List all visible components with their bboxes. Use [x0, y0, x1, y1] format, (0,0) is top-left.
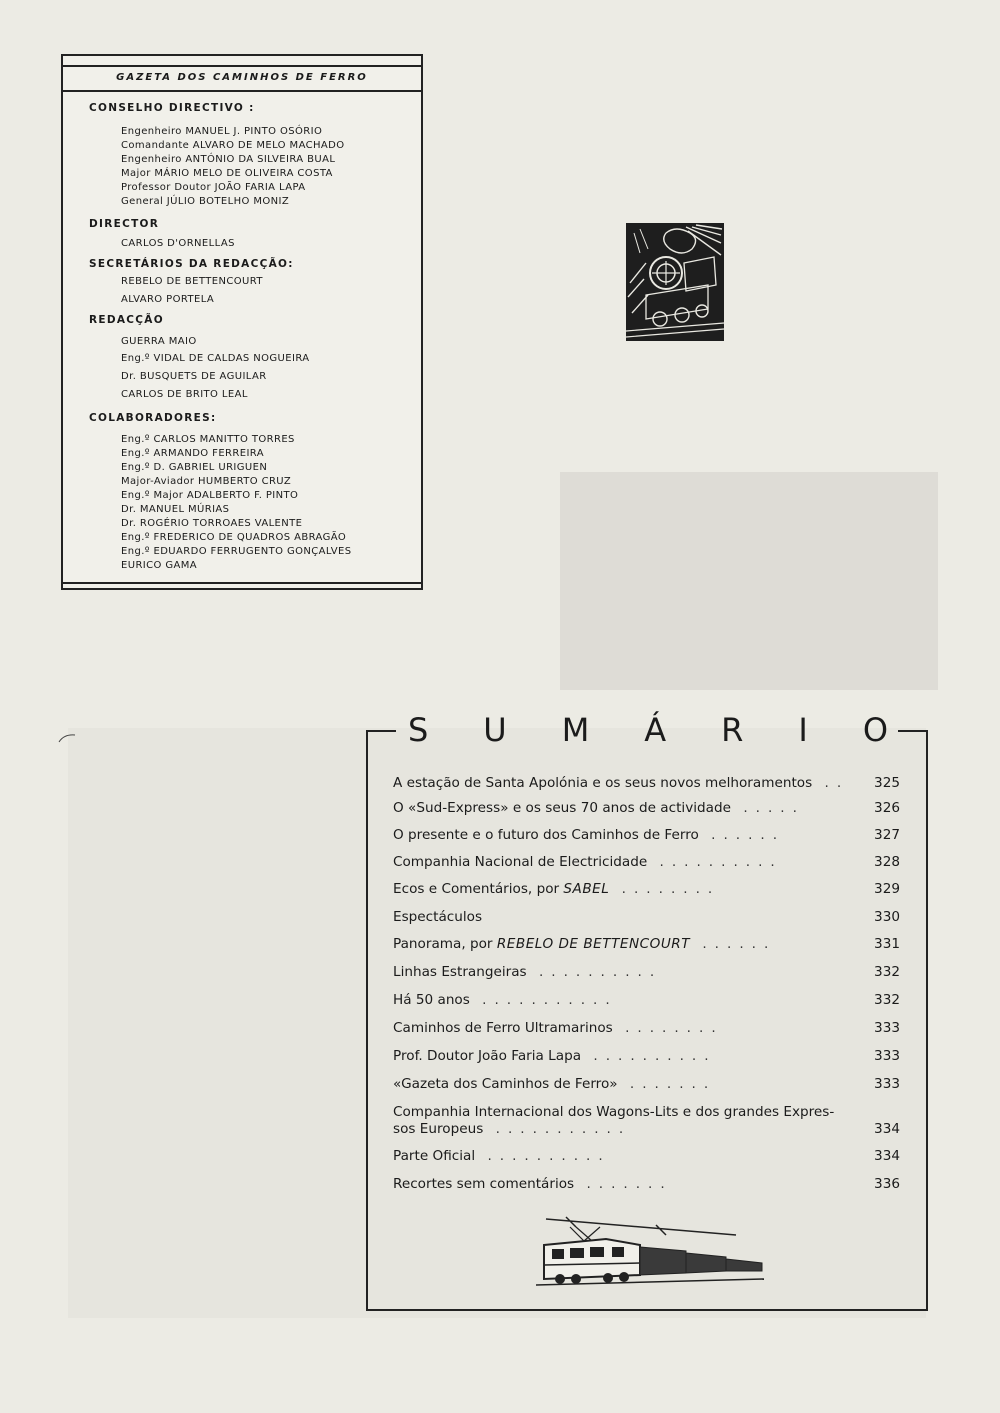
toc-entry: [393, 909, 900, 925]
member: GUERRA MAIO: [121, 336, 197, 347]
toc-entry: [393, 1148, 900, 1164]
member: Professor Doutor JOÃO FARIA LAPA: [121, 182, 306, 193]
member: Major-Aviador HUMBERTO CRUZ: [121, 476, 292, 487]
member: Comandante ALVARO DE MELO MACHADO: [121, 140, 345, 151]
member: Engenheiro MANUEL J. PINTO OSÓRIO: [121, 126, 323, 137]
toc-entry-title: Prof. Doutor João Faria Lapa: [393, 1048, 582, 1064]
member: Dr. ROGÉRIO TORROAES VALENTE: [121, 518, 303, 529]
toc-page-number: 328: [874, 854, 900, 870]
dot-leader: .....: [731, 800, 805, 816]
title-letter: M: [561, 711, 590, 749]
dot-leader: ......: [698, 827, 786, 843]
dot-leader: ...........: [469, 992, 618, 1008]
toc-page-number: 333: [874, 1020, 900, 1036]
electric-train-illustration: [536, 1213, 764, 1288]
member: CARLOS DE BRITO LEAL: [121, 389, 248, 400]
member: CARLOS D'ORNELLAS: [121, 238, 235, 249]
director-heading: DIRECTOR: [89, 218, 160, 230]
title-letter: I: [798, 711, 808, 749]
dot-leader: .......: [617, 1076, 717, 1092]
member: General JÚLIO BOTELHO MONIZ: [121, 196, 290, 207]
toc-entry: [393, 1104, 900, 1120]
rule: [898, 730, 928, 732]
member: Major MÁRIO MELO DE OLIVEIRA COSTA: [121, 168, 333, 179]
toc-entry: [393, 1176, 900, 1192]
toc-entry-title: Há 50 anos: [393, 992, 470, 1008]
toc-entry: [393, 1020, 900, 1036]
dot-leader: ..........: [647, 854, 783, 870]
toc-entry: [393, 936, 900, 952]
dot-leader: ..........: [526, 964, 663, 980]
toc-entry-title: Recortes sem comentários: [393, 1176, 575, 1192]
dot-leader: .......: [574, 1176, 673, 1192]
member: Eng.º EDUARDO FERRUGENTO GONÇALVES: [121, 546, 352, 557]
toc-entry: [393, 992, 900, 1008]
toc-page-number: 325: [874, 775, 900, 791]
member: Eng.º CARLOS MANITTO TORRES: [121, 434, 295, 445]
toc-entry: [393, 1076, 900, 1092]
toc-entry-title: sos Europeus: [393, 1121, 484, 1137]
toc-entry-title: Panorama, por: [393, 936, 497, 952]
rule: [63, 90, 421, 92]
dot-leader: ........: [612, 1020, 724, 1036]
toc-entry: [393, 775, 900, 791]
dot-leader: ..........: [581, 1048, 717, 1064]
member: Eng.º VIDAL DE CALDAS NOGUEIRA: [121, 353, 310, 364]
rule: [63, 65, 421, 67]
member: REBELO DE BETTENCOURT: [121, 276, 263, 287]
member: ALVARO PORTELA: [121, 294, 215, 305]
title-letter: O: [862, 711, 888, 749]
title-letter: S: [408, 711, 429, 749]
sumario-title: [366, 708, 928, 752]
toc-page-number: 326: [874, 800, 900, 816]
masthead-title: GAZETA DOS CAMINHOS DE FERRO: [116, 72, 368, 83]
title-letter: R: [721, 711, 744, 749]
toc-entry-title: Espectáculos: [393, 909, 483, 925]
member: Eng.º D. GABRIEL URIGUEN: [121, 462, 268, 473]
locomotive-woodcut-illustration: [626, 223, 724, 341]
conselho-heading: CONSELHO DIRECTIVO :: [89, 102, 255, 114]
member: Eng.º ARMANDO FERREIRA: [121, 448, 264, 459]
colaboradores-heading: COLABORADORES:: [89, 412, 217, 424]
toc-entry-title: Companhia Nacional de Electricidade: [393, 854, 648, 870]
toc-entry-title: O «Sud-Express» e os seus 70 anos de actividade: [393, 800, 731, 816]
member: Dr. BUSQUETS DE AGUILAR: [121, 371, 267, 382]
dot-leader: ........: [609, 881, 721, 897]
ghost-photo-block: [560, 472, 938, 690]
toc-entry-title: Parte Oficial: [393, 1148, 476, 1164]
toc-page-number: 327: [874, 827, 900, 843]
dot-leader: ..........: [475, 1148, 611, 1164]
toc-entry-title: A estação de Santa Apolónia e os seus novos melhoramentos: [393, 775, 813, 791]
toc-entry-author: SABEL: [563, 881, 610, 897]
dot-leader: ..: [812, 775, 850, 791]
toc-entry: [393, 800, 900, 816]
toc-entry-title: Companhia Internacional dos Wagons-Lits e dos grandes Expres-: [393, 1104, 835, 1120]
member: Eng.º Major ADALBERTO F. PINTO: [121, 490, 299, 501]
dot-leader: ......: [690, 936, 777, 952]
toc-entry-title: Linhas Estrangeiras: [393, 964, 527, 980]
toc-entry: [393, 827, 900, 843]
toc-entry: [393, 964, 900, 980]
toc-entry-author: REBELO DE BETTENCOURT: [496, 936, 691, 952]
toc-page-number: 333: [874, 1076, 900, 1092]
toc-entry-title: Ecos e Comentários, por: [393, 881, 564, 897]
toc-page-number: 331: [874, 936, 900, 952]
staff-box: [61, 54, 423, 590]
member: Engenheiro ANTÓNIO DA SILVEIRA BUAL: [121, 154, 336, 165]
toc-page-number: 330: [874, 909, 900, 925]
member: Eng.º FREDERICO DE QUADROS ABRAGÃO: [121, 532, 347, 543]
toc-page-number: 333: [874, 1048, 900, 1064]
toc-entry-title: Caminhos de Ferro Ultramarinos: [393, 1020, 613, 1036]
toc-page-number: 334: [874, 1121, 900, 1137]
toc-entry: [393, 854, 900, 870]
toc-entry: [393, 1121, 900, 1137]
rule: [63, 582, 421, 584]
member: EURICO GAMA: [121, 560, 198, 571]
redaccao-heading: REDACÇÃO: [89, 314, 164, 326]
secretarios-heading: SECRETÁRIOS DA REDACÇÃO:: [89, 258, 294, 270]
toc-entry: [393, 881, 900, 897]
toc-entry: [393, 1048, 900, 1064]
toc-page-number: 329: [874, 881, 900, 897]
sumario-heading: [408, 711, 888, 749]
rule: [366, 730, 396, 732]
toc-entry-title: O presente e o futuro dos Caminhos de Ferro: [393, 827, 699, 843]
title-letter: U: [483, 711, 507, 749]
margin-mark: [58, 733, 76, 743]
toc-page-number: 334: [874, 1148, 900, 1164]
toc-page-number: 336: [874, 1176, 900, 1192]
title-letter: Á: [644, 711, 667, 749]
dot-leader: ...........: [483, 1121, 632, 1137]
member: Dr. MANUEL MÚRIAS: [121, 504, 230, 515]
toc-entry-title: «Gazeta dos Caminhos de Ferro»: [393, 1076, 618, 1092]
toc-page-number: 332: [874, 992, 900, 1008]
toc-page-number: 332: [874, 964, 900, 980]
